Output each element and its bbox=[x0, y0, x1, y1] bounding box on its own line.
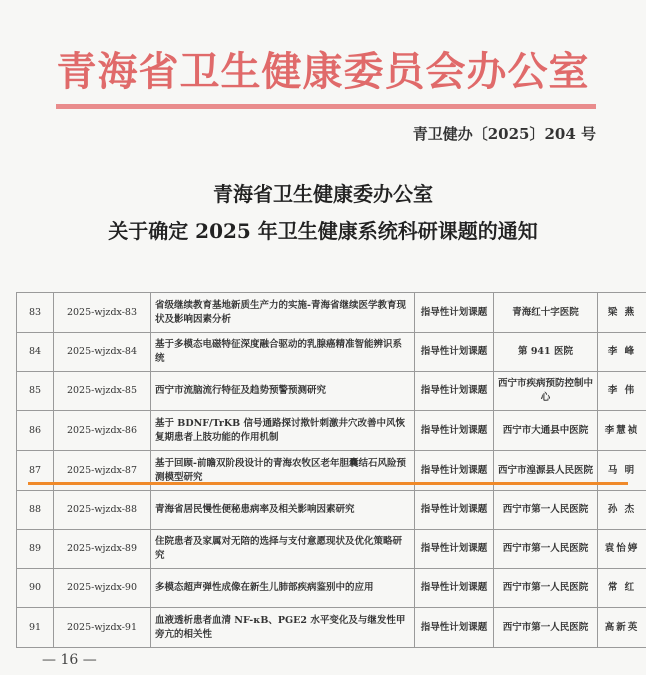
cell-topic-type: 指导性计划课题 bbox=[415, 411, 494, 451]
cell-number: 89 bbox=[17, 530, 54, 569]
cell-institution: 西宁市第一人民医院 bbox=[494, 530, 598, 569]
cell-principal-investigator: 李 伟 bbox=[598, 372, 646, 411]
cell-project-id: 2025-wjzdx-86 bbox=[54, 411, 151, 451]
cell-topic-type: 指导性计划课题 bbox=[415, 491, 494, 530]
document-number: 青卫健办〔2025〕204 号 bbox=[412, 125, 596, 143]
cell-topic-title: 青海省居民慢性便秘患病率及相关影响因素研究 bbox=[151, 491, 415, 530]
cell-number: 88 bbox=[17, 491, 54, 530]
page-number: — 16 — bbox=[42, 652, 97, 668]
cell-project-id: 2025-wjzdx-83 bbox=[54, 293, 151, 333]
cell-topic-type: 指导性计划课题 bbox=[415, 293, 494, 333]
notice-title-line2: 关于确定 2025 年卫生健康系统科研课题的通知 bbox=[108, 219, 538, 243]
cell-number: 86 bbox=[17, 411, 54, 451]
cell-topic-type: 指导性计划课题 bbox=[415, 451, 494, 491]
cell-institution: 西宁市湟源县人民医院 bbox=[494, 451, 598, 491]
table-row bbox=[17, 530, 646, 569]
cell-institution: 西宁市第一人民医院 bbox=[494, 569, 598, 608]
cell-topic-type: 指导性计划课题 bbox=[415, 608, 494, 648]
table-row bbox=[17, 293, 646, 333]
cell-project-id: 2025-wjzdx-87 bbox=[54, 451, 151, 491]
cell-number: 85 bbox=[17, 372, 54, 411]
table-row bbox=[17, 333, 646, 372]
cell-topic-type: 指导性计划课题 bbox=[415, 569, 494, 608]
table-row bbox=[17, 569, 646, 608]
research-topics-table bbox=[16, 292, 646, 648]
cell-principal-investigator: 李 峰 bbox=[598, 333, 646, 372]
cell-principal-investigator: 孙 杰 bbox=[598, 491, 646, 530]
cell-number: 87 bbox=[17, 451, 54, 491]
cell-institution: 西宁市大通县中医院 bbox=[494, 411, 598, 451]
table-row bbox=[17, 411, 646, 451]
cell-number: 83 bbox=[17, 293, 54, 333]
cell-principal-investigator: 梁 燕 bbox=[598, 293, 646, 333]
cell-project-id: 2025-wjzdx-88 bbox=[54, 491, 151, 530]
cell-topic-title: 基于回顾-前瞻双阶段设计的青海农牧区老年胆囊结石风险预测模型研究 bbox=[151, 451, 415, 491]
cell-topic-title: 省级继续教育基地新质生产力的实施-青海省继续医学教育现状及影响因素分析 bbox=[151, 293, 415, 333]
cell-number: 90 bbox=[17, 569, 54, 608]
cell-topic-title: 基于多模态电磁特征深度融合驱动的乳腺癌精准智能辨识系统 bbox=[151, 333, 415, 372]
cell-number: 91 bbox=[17, 608, 54, 648]
cell-project-id: 2025-wjzdx-89 bbox=[54, 530, 151, 569]
cell-number: 84 bbox=[17, 333, 54, 372]
table-row bbox=[17, 608, 646, 648]
cell-topic-title: 基于 BDNF/TrKB 信号通路探讨揿针刺激井穴改善中风恢复期患者上肢功能的作用机制 bbox=[151, 411, 415, 451]
cell-project-id: 2025-wjzdx-84 bbox=[54, 333, 151, 372]
notice-title-line1: 青海省卫生健康委办公室 bbox=[213, 182, 433, 206]
cell-topic-type: 指导性计划课题 bbox=[415, 372, 494, 411]
red-divider-rule bbox=[56, 104, 596, 109]
cell-project-id: 2025-wjzdx-91 bbox=[54, 608, 151, 648]
cell-topic-title: 住院患者及家属对无陪的选择与支付意愿现状及优化策略研究 bbox=[151, 530, 415, 569]
cell-principal-investigator: 袁怡婷 bbox=[598, 530, 646, 569]
cell-institution: 西宁市疾病预防控制中心 bbox=[494, 372, 598, 411]
cell-institution: 西宁市第一人民医院 bbox=[494, 491, 598, 530]
cell-principal-investigator: 李慧祯 bbox=[598, 411, 646, 451]
cell-topic-title: 血液透析患者血清 NF-κB、PGE2 水平变化及与继发性甲旁亢的相关性 bbox=[151, 608, 415, 648]
cell-project-id: 2025-wjzdx-85 bbox=[54, 372, 151, 411]
table-row bbox=[17, 491, 646, 530]
cell-topic-title: 多模态超声弹性成像在新生儿肺部疾病鉴别中的应用 bbox=[151, 569, 415, 608]
cell-institution: 青海红十字医院 bbox=[494, 293, 598, 333]
cell-principal-investigator: 高新英 bbox=[598, 608, 646, 648]
cell-topic-title: 西宁市流脑流行特征及趋势预警预测研究 bbox=[151, 372, 415, 411]
cell-project-id: 2025-wjzdx-90 bbox=[54, 569, 151, 608]
cell-institution: 西宁市第一人民医院 bbox=[494, 608, 598, 648]
cell-topic-type: 指导性计划课题 bbox=[415, 530, 494, 569]
cell-principal-investigator: 马 明 bbox=[598, 451, 646, 491]
table-row bbox=[17, 372, 646, 411]
office-name-header: 青海省卫生健康委员会办公室 bbox=[56, 48, 590, 95]
orange-highlight-underline bbox=[28, 482, 628, 485]
cell-topic-type: 指导性计划课题 bbox=[415, 333, 494, 372]
cell-institution: 第 941 医院 bbox=[494, 333, 598, 372]
cell-principal-investigator: 常 红 bbox=[598, 569, 646, 608]
